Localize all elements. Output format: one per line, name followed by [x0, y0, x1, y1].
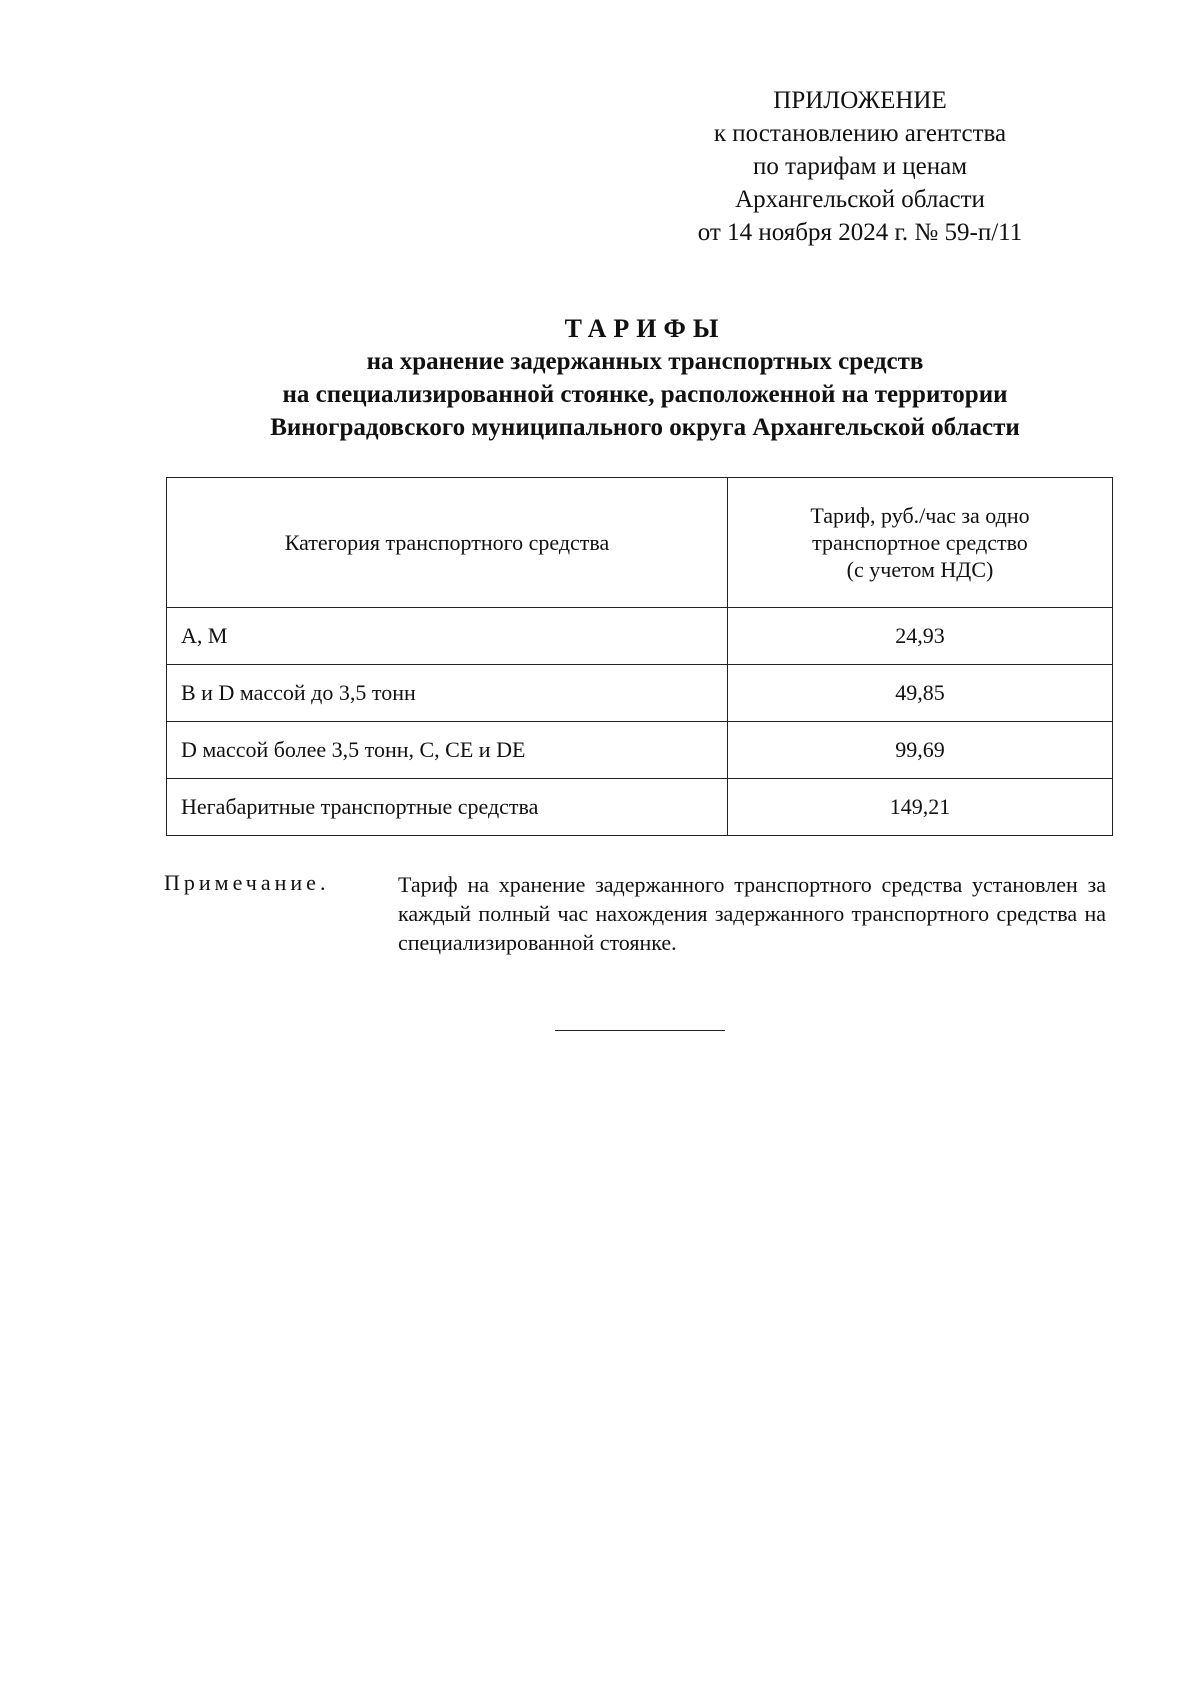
- row-tariff: 49,85: [728, 665, 1113, 722]
- end-divider: [555, 1030, 725, 1031]
- document-heading: [160, 312, 1130, 444]
- header-tariff-line: транспортное средство: [812, 530, 1028, 555]
- appendix-line: по тарифам и ценам: [752, 153, 968, 180]
- document-title: ТАРИФЫ: [564, 314, 726, 343]
- row-category: A, M: [167, 608, 728, 665]
- table-header-row: [167, 478, 1113, 608]
- table-row: [167, 608, 1113, 665]
- note-text: Тариф на хранение задержанного транспортного средства установлен за каждый полный час нахождения задержанного транспортного средства на специализированной стоянке.: [398, 872, 1106, 955]
- document-subtitle: на специализированной стоянке, расположенной на территории: [282, 381, 1008, 408]
- row-tariff: 99,69: [728, 722, 1113, 779]
- document-subtitle: на хранение задержанных транспортных средств: [366, 348, 924, 375]
- row-category: D массой более 3,5 тонн, C, CE и DE: [167, 722, 728, 779]
- appendix-block: [660, 84, 1060, 249]
- header-category: Категория транспортного средства: [167, 478, 728, 608]
- appendix-line: Архангельской области: [735, 186, 985, 213]
- note-label: Примечание.: [164, 870, 330, 895]
- table-row: [167, 779, 1113, 836]
- header-tariff: [728, 478, 1113, 608]
- table-row: [167, 665, 1113, 722]
- header-tariff-line: Тариф, руб./час за одно: [810, 503, 1030, 528]
- row-tariff: 149,21: [728, 779, 1113, 836]
- tariff-table: [166, 477, 1113, 836]
- appendix-date: от 14 ноября 2024 г. № 59-п/11: [697, 219, 1023, 246]
- table-row: [167, 722, 1113, 779]
- header-tariff-line: (с учетом НДС): [846, 557, 994, 582]
- row-category: Негабаритные транспортные средства: [167, 779, 728, 836]
- appendix-line: к постановлению агентства: [713, 120, 1007, 147]
- document-subtitle: Виноградовского муниципального округа Архангельской области: [270, 414, 1020, 441]
- row-category: B и D массой до 3,5 тонн: [167, 665, 728, 722]
- row-tariff: 24,93: [728, 608, 1113, 665]
- appendix-label: ПРИЛОЖЕНИЕ: [773, 87, 947, 114]
